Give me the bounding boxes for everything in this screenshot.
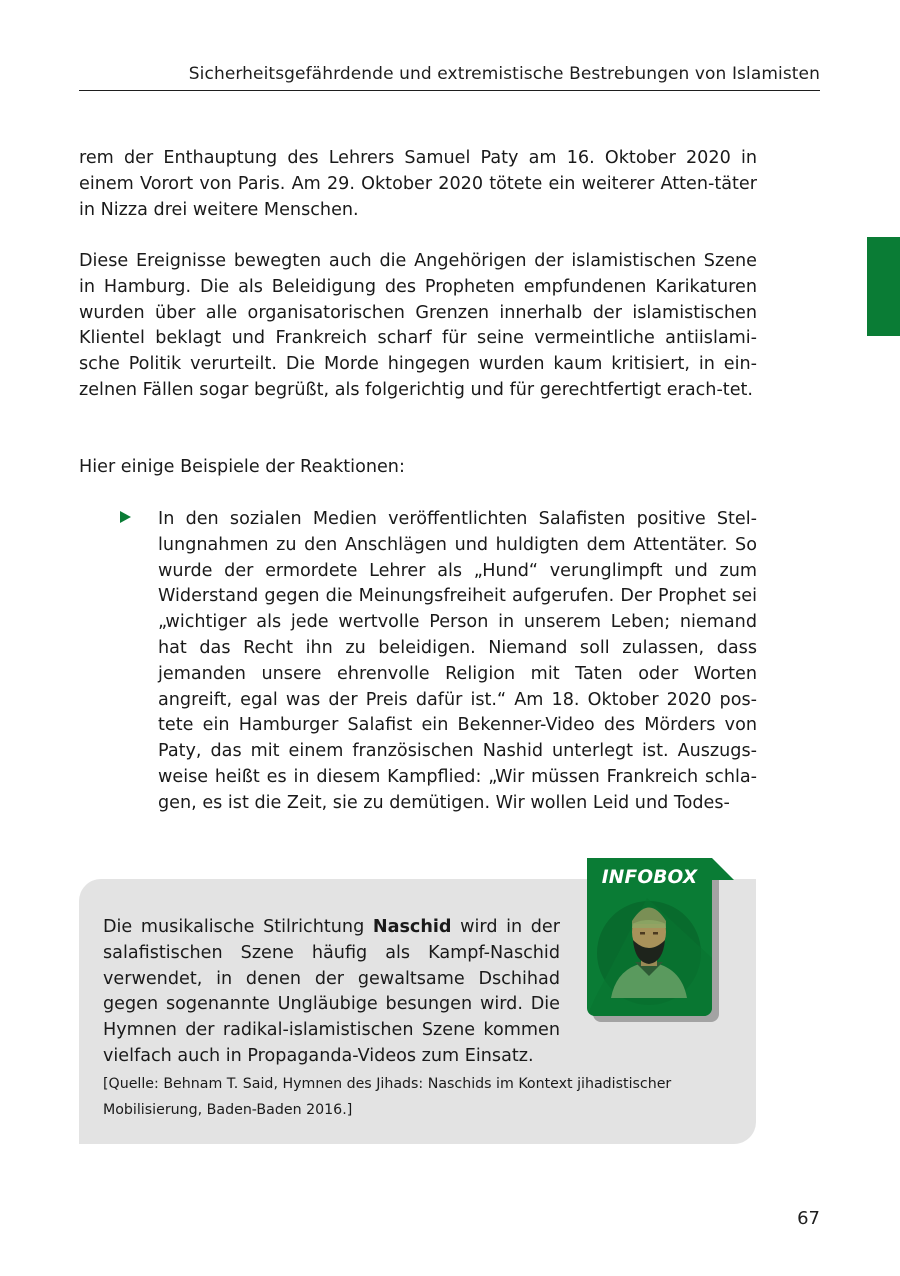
body-paragraph-2: Diese Ereignisse bewegten auch die Angehörigen der islamistischen Szene in Hamburg. Die als Beleidigung des Propheten empfundenen Karikaturen wurden über alle organisatorischen Grenzen innerhalb der islamistischen Klientel beklagt und Frankreich scharf für seine vermeintliche antiislami-sche Politik verurteilt. Die Morde hingegen wurden kaum kritisiert, in ein-zelnen Fällen sogar begrüßt, als folgerichtig und für gerechtfertigt erach-tet.: [79, 251, 757, 400]
bullet-item-1: In den sozialen Medien veröffentlichten Salafisten positive Stel-lungnahmen zu den Anschlägen und huldigten dem Attentäter. So wurde der ermordete Lehrer als „Hund“ verunglimpft und zum Widerstand gegen die Meinungsfreiheit aufgerufen. Der Prophet sei „wichtiger als jede wertvolle Person in unserem Leben; niemand hat das Recht ihn zu beleidigen. Niemand soll zulassen, dass jemanden unsere ehrenvolle Religion mit Taten oder Worten angreift, egal was der Preis dafür ist.“ Am 18. Oktober 2020 pos-tete ein Hamburger Salafist ein Bekenner-Video des Mörders von Paty, das mit einem französischen Nashid unterlegt ist. Auszugs-weise heißt es in diesem Kampflied: „Wir müssen Frankreich schla-gen, es ist die Zeit, sie zu demütigen. Wir wollen Leid und Todes-: [158, 509, 757, 813]
page-number: 67: [797, 1208, 820, 1229]
infobox-term: Naschid: [372, 917, 452, 937]
infobox-badge-label: INFOBOX: [601, 867, 698, 888]
badge-corner-fold: [712, 858, 734, 880]
running-head-title: Sicherheitsgefährdende und extremistische Bestrebungen von Islamisten: [188, 64, 820, 84]
infobox-text: [103, 915, 560, 1070]
header-rule: [79, 90, 820, 91]
chapter-tab-marker: [867, 237, 900, 336]
bullet-triangle-icon: [120, 511, 131, 523]
infobox-text-after: wird in der salafistischen Szene häufig als Kampf-Naschid verwendet, in denen der gewaltsame Dschihad gegen sogenannte Ungläubige besungen wird. Die Hymnen der radikal-islamistischen Szene kommen vielfach auch in Propaganda-Videos zum Einsatz.: [103, 917, 560, 1066]
body-paragraph-3: Hier einige Beispiele der Reaktionen:: [79, 457, 405, 477]
infobox-text-before: Die musikalische Stilrichtung: [103, 917, 373, 937]
infobox-badge: [587, 858, 712, 1016]
infobox-source: [Quelle: Behnam T. Said, Hymnen des Jihads: Naschids im Kontext jihadistischer Mobilisierung, Baden-Baden 2016.]: [103, 1076, 672, 1118]
body-paragraph-1: rem der Enthauptung des Lehrers Samuel Paty am 16. Oktober 2020 in einem Vorort von Paris. Am 29. Oktober 2020 tötete ein weiterer Atten-täter in Nizza drei weitere Menschen.: [79, 148, 757, 220]
